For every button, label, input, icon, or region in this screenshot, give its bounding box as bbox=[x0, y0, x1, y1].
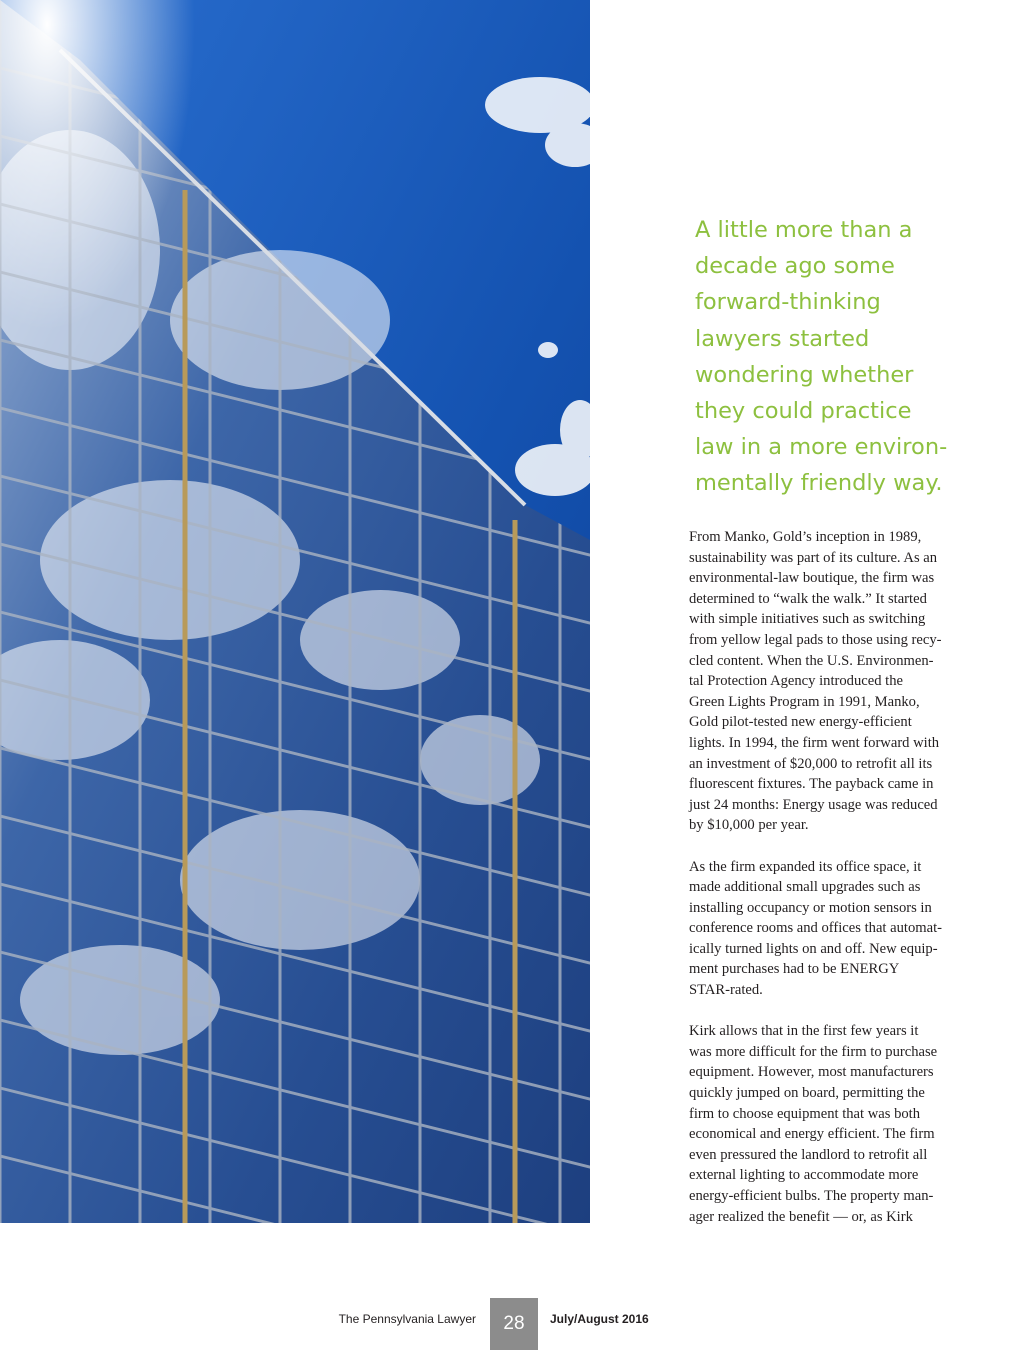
issue-date: July/August 2016 bbox=[550, 1312, 649, 1326]
text-line: Kirk allows that in the first few years it bbox=[689, 1023, 919, 1040]
text-line: external lighting to accommodate more bbox=[689, 1167, 919, 1184]
text-line: sustainability was part of its culture. As an bbox=[689, 549, 938, 566]
pull-quote-line: lawyers started bbox=[695, 325, 870, 352]
pull-quote-line: wondering whether bbox=[695, 361, 914, 388]
text-line: installing occupancy or motion sensors in bbox=[689, 899, 932, 916]
publication-name: The Pennsylvania Lawyer bbox=[338, 1312, 476, 1326]
text-line: with simple initiatives such as switching bbox=[689, 611, 926, 628]
text-line: cled content. When the U.S. Environmen- bbox=[689, 652, 934, 669]
text-line: economical and energy efficient. The firm bbox=[689, 1126, 935, 1143]
pull-quote-line: forward-thinking bbox=[695, 289, 881, 316]
text-line: ager realized the benefit — or, as Kirk bbox=[689, 1208, 913, 1225]
paragraph-3 bbox=[689, 1021, 989, 1227]
pull-quote-line: decade ago some bbox=[695, 253, 895, 280]
text-line: energy-efficient bulbs. The property man- bbox=[689, 1188, 934, 1204]
text-line: conference rooms and offices that automat- bbox=[689, 920, 942, 937]
text-line: firm to choose equipment that was both bbox=[689, 1105, 921, 1122]
pull-quote-line: they could practice bbox=[695, 398, 912, 425]
text-line: was more difficult for the firm to purchase bbox=[689, 1043, 938, 1060]
text-line: tal Protection Agency introduced the bbox=[689, 673, 903, 690]
text-line: an investment of $20,000 to retrofit all its bbox=[689, 755, 933, 772]
pull-quote bbox=[695, 212, 995, 502]
text-line: lights. In 1994, the firm went forward with bbox=[689, 734, 940, 751]
text-line: As the firm expanded its office space, it bbox=[689, 858, 922, 875]
article-body bbox=[689, 527, 989, 1248]
page-number: 28 bbox=[503, 1313, 525, 1334]
text-line: Gold pilot-tested new energy-efficient bbox=[689, 714, 912, 731]
text-line: determined to “walk the walk.” It started bbox=[689, 590, 927, 607]
text-line: environmental-law boutique, the firm was bbox=[689, 570, 935, 587]
text-line: by $10,000 per year. bbox=[689, 817, 809, 834]
text-line: From Manko, Gold’s inception in 1989, bbox=[689, 529, 922, 545]
pull-quote-line: A little more than a bbox=[695, 217, 913, 243]
text-line: from yellow legal pads to those using recy- bbox=[689, 631, 942, 648]
text-line: made additional small upgrades such as bbox=[689, 879, 921, 896]
pull-quote-line: mentally friendly way. bbox=[695, 470, 943, 497]
page-footer bbox=[0, 1298, 1024, 1350]
text-line: ment purchases had to be ENERGY bbox=[689, 961, 900, 978]
text-line: just 24 months: Energy usage was reduced bbox=[689, 796, 938, 813]
paragraph-1 bbox=[689, 527, 989, 836]
text-line: ically turned lights on and off. New equip- bbox=[689, 940, 938, 957]
pull-quote-line: law in a more environ- bbox=[695, 434, 948, 461]
page-number-box bbox=[490, 1298, 538, 1350]
text-line: fluorescent fixtures. The payback came in bbox=[689, 776, 934, 793]
text-line: even pressured the landlord to retrofit all bbox=[689, 1146, 928, 1163]
text-line: STAR-rated. bbox=[689, 982, 763, 999]
text-line: Green Lights Program in 1991, Manko, bbox=[689, 693, 920, 710]
text-line: equipment. However, most manufacturers bbox=[689, 1064, 934, 1081]
paragraph-2 bbox=[689, 857, 989, 1001]
text-line: quickly jumped on board, permitting the bbox=[689, 1085, 925, 1102]
